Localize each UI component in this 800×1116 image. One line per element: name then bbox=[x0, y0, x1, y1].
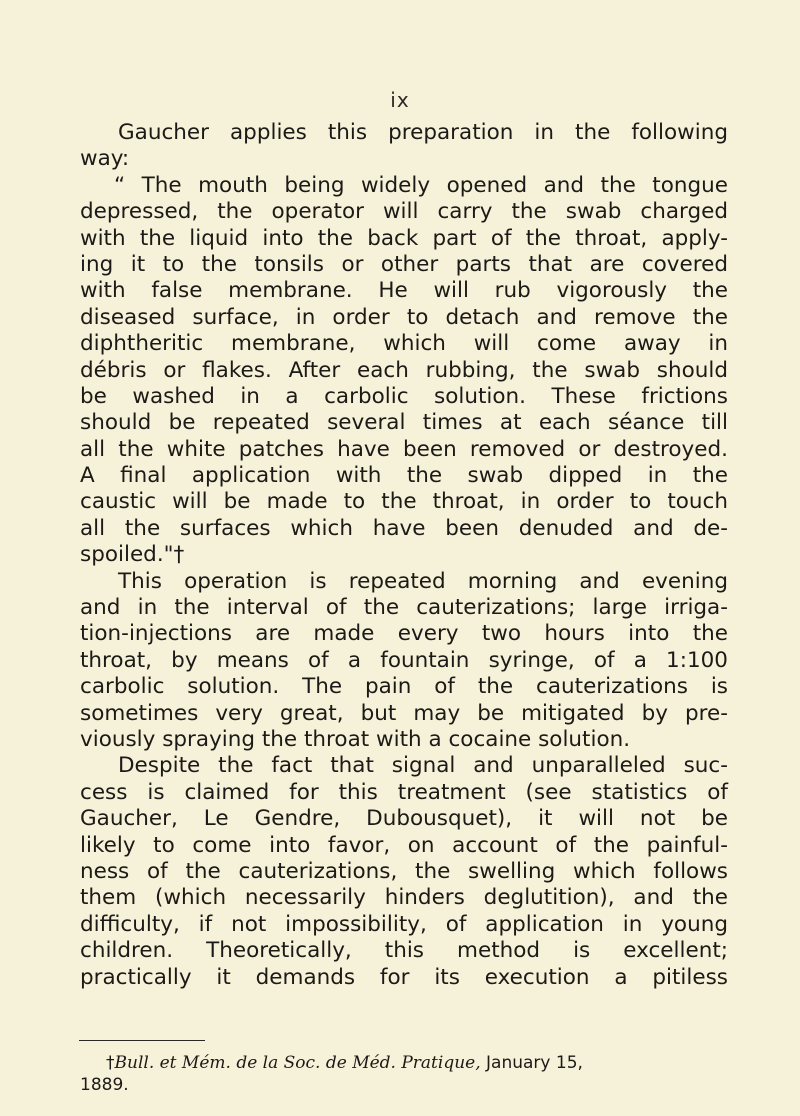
text-line: throat, by means of a fountain syringe, of a 1:100 bbox=[80, 647, 728, 673]
text-line: ness of the cauterizations, the swelling which follows bbox=[80, 858, 728, 884]
footnote-line bbox=[80, 1052, 700, 1074]
footnote-date: January 15, bbox=[480, 1053, 583, 1073]
text-line: with false membrane. He will rub vigorously the bbox=[80, 278, 728, 304]
text-line: all the white patches have been removed or destroyed. bbox=[80, 436, 728, 462]
text-line: Gaucher, Le Gendre, Dubousquet), it will not be bbox=[80, 806, 728, 832]
footnote-source: Bull. et Mém. de la Soc. de Méd. Pratique, bbox=[114, 1053, 481, 1073]
text-line: depressed, the operator will carry the swab charged bbox=[80, 199, 728, 225]
text-line: caustic will be made to the throat, in order to touch bbox=[80, 489, 728, 515]
text-line: carbolic solution. The pain of the cauterizations is bbox=[80, 674, 728, 700]
text-line: all the surfaces which have been denuded and de- bbox=[80, 515, 728, 541]
text-line: difficulty, if not impossibility, of application in young bbox=[80, 911, 728, 937]
text-line: practically it demands for its execution a pitiless bbox=[80, 964, 728, 990]
footnote bbox=[80, 1052, 700, 1096]
text-line: Despite the fact that signal and unparalleled suc- bbox=[118, 753, 728, 779]
text-line: spoiled."† bbox=[80, 542, 185, 568]
text-line: diphtheritic membrane, which will come away in bbox=[80, 331, 728, 357]
text-line: and in the interval of the cauterizations; large irriga- bbox=[80, 595, 728, 621]
text-line: way: bbox=[80, 146, 130, 172]
footnote-divider bbox=[79, 1040, 205, 1041]
footnote-year: 1889. bbox=[80, 1075, 129, 1095]
text-line: be washed in a carbolic solution. These frictions bbox=[80, 383, 728, 409]
text-line: A final application with the swab dipped in the bbox=[80, 463, 728, 489]
text-line: “ The mouth being widely opened and the tongue bbox=[114, 172, 728, 198]
text-line: viously spraying the throat with a cocaine solution. bbox=[80, 726, 631, 752]
text-line: This operation is repeated morning and evening bbox=[118, 568, 728, 594]
text-line: Gaucher applies this preparation in the following bbox=[118, 120, 728, 145]
text-line: likely to come into favor, on account of the painful- bbox=[80, 832, 728, 858]
text-line: tion-injections are made every two hours into the bbox=[80, 621, 728, 647]
text-line: them (which necessarily hinders deglutition), and the bbox=[80, 885, 728, 911]
text-line: diseased surface, in order to detach and remove the bbox=[80, 304, 728, 330]
text-line: sometimes very great, but may be mitigated by pre- bbox=[80, 700, 728, 726]
page-number: ix bbox=[390, 88, 410, 112]
footnote-mark: † bbox=[106, 1053, 115, 1073]
text-line: ing it to the tonsils or other parts that are covered bbox=[80, 251, 728, 277]
text-line: children. Theoretically, this method is excellent; bbox=[80, 938, 728, 964]
text-line: should be repeated several times at each séance till bbox=[80, 410, 728, 436]
text-line: with the liquid into the back part of the throat, apply- bbox=[80, 225, 728, 251]
text-line: débris or flakes. After each rubbing, the swab should bbox=[80, 357, 728, 383]
body-text bbox=[80, 120, 728, 991]
text-line: cess is claimed for this treatment (see statistics of bbox=[80, 779, 728, 805]
